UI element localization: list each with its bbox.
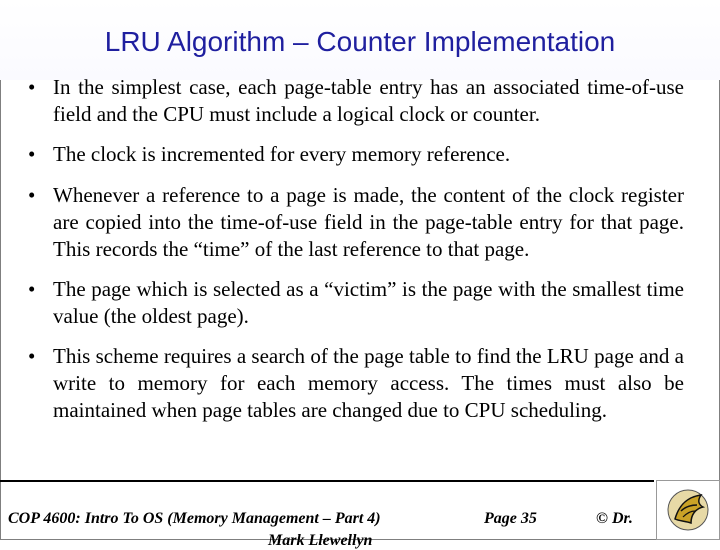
footer-copyright: © Dr. [596, 510, 633, 527]
footer-author: Mark Llewellyn [268, 532, 373, 549]
bullet-text: The page which is selected as a “victim” is the page with the smallest time value (the oldest page). [53, 277, 684, 328]
bullet-text: The clock is incremented for every memory reference. [53, 142, 511, 166]
bullet-icon: • [28, 277, 36, 301]
bullet-icon: • [28, 142, 36, 166]
slide-title: LRU Algorithm – Counter Implementation [104, 26, 616, 57]
slide-footer [0, 482, 652, 549]
footer-course: COP 4600: Intro To OS (Memory Management – Part 4) [8, 510, 381, 527]
bullet-item [28, 141, 684, 168]
bullet-item [28, 276, 684, 330]
bullet-item [28, 182, 684, 263]
slide-content [28, 74, 684, 437]
footer-page-number: Page 35 [484, 510, 537, 527]
bullet-item [28, 74, 684, 128]
bullet-list [28, 74, 684, 424]
bullet-icon: • [28, 344, 36, 368]
bullet-text: In the simplest case, each page-table entry has an associated time-of-use field and the CPU must include a logical clock or counter. [53, 75, 684, 126]
logo-box [656, 480, 720, 540]
bullet-item [28, 343, 684, 424]
bullet-icon: • [28, 183, 36, 207]
pegasus-logo-icon [657, 481, 719, 539]
bullet-text: This scheme requires a search of the page table to find the LRU page and a write to memory for each memory access. The times must also be maintained when page tables are changed due to CPU scheduling. [53, 344, 684, 422]
bullet-text: Whenever a reference to a page is made, the content of the clock register are copied into the time-of-use field in the page-table entry for that page. This records the “time” of the last reference to that page. [53, 183, 684, 261]
bullet-icon: • [28, 75, 36, 99]
